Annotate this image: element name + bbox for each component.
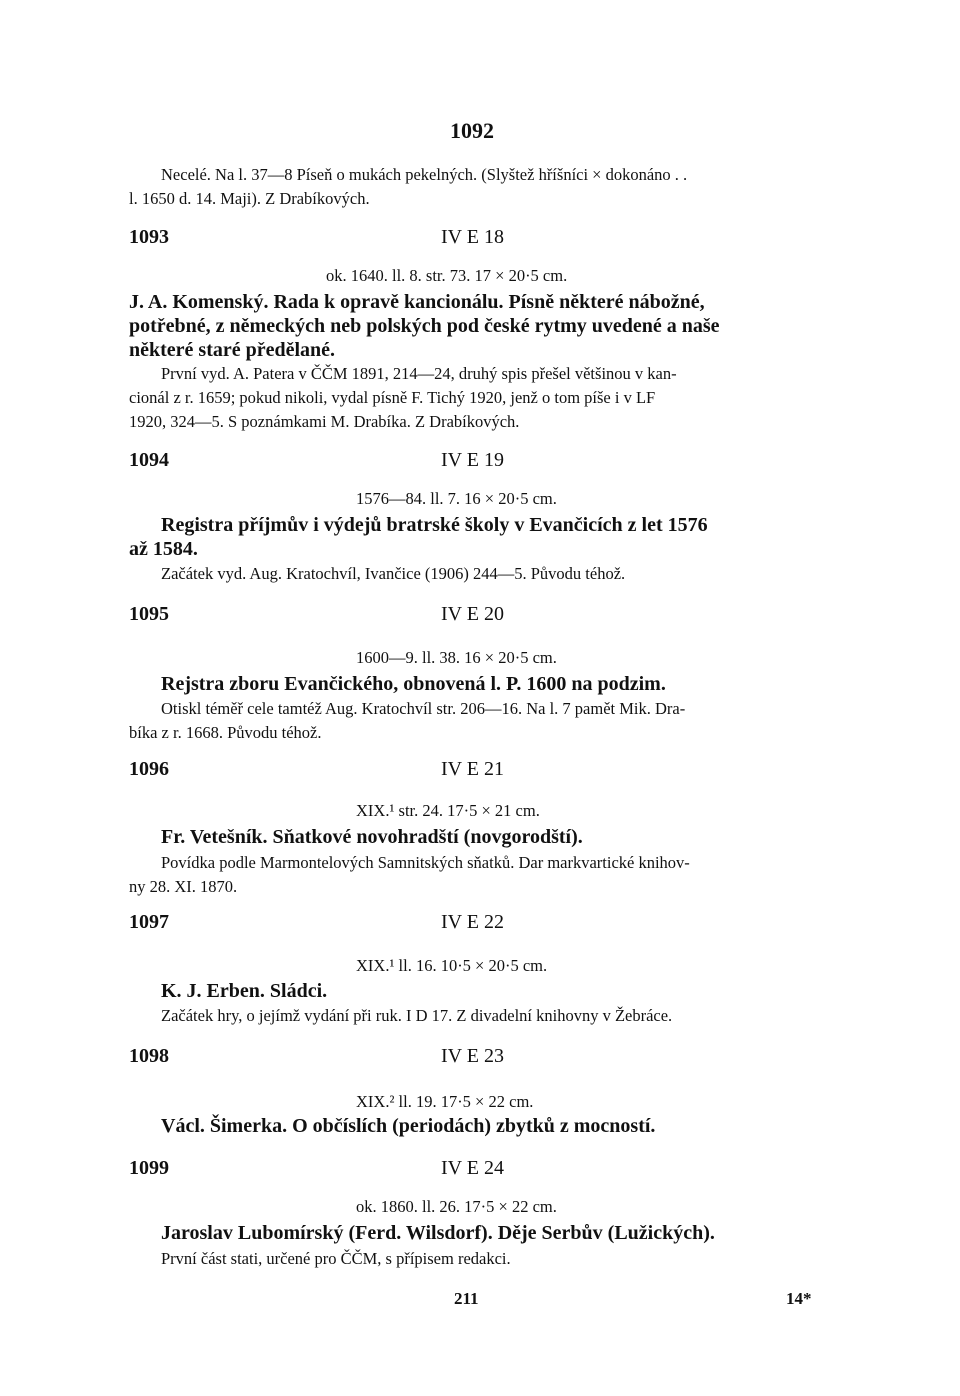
entry-note-line: 1920, 324—5. S poznámkami M. Drabíka. Z Drabíkových. (129, 412, 520, 431)
entry-title-line: Rejstra zboru Evančického, obnovená l. P. 1600 na podzim. (161, 673, 666, 695)
entry-number: 1099 (129, 1157, 169, 1179)
entry-note-line: Začátek hry, o jejímž vydání při ruk. I D 17. Z divadelní knihovny v Žebráce. (161, 1006, 673, 1025)
intro-line-1: Necelé. Na l. 37—8 Píseň o mukách pekelných. (Slyštež hříšníci × dokonáno . . (161, 165, 688, 184)
entry-meta: XIX.¹ str. 24. 17·5 × 21 cm. (356, 801, 540, 820)
footer-signature-mark: 14* (786, 1289, 812, 1308)
entry-number: 1097 (129, 911, 169, 933)
entry-title-line: Václ. Šimerka. O občíslích (periodách) zbytků z mocností. (161, 1115, 656, 1137)
entry-note-line: cionál z r. 1659; pokud nikoli, vydal písně F. Tichý 1920, jenž o tom píše i v LF (129, 388, 656, 407)
entry-meta: ok. 1860. ll. 26. 17·5 × 22 cm. (356, 1197, 557, 1216)
entry-meta: XIX.² ll. 19. 17·5 × 22 cm. (356, 1092, 534, 1111)
entry-signature: IV E 24 (441, 1157, 504, 1179)
entry-meta: 1600—9. ll. 38. 16 × 20·5 cm. (356, 648, 557, 667)
entry-signature: IV E 19 (441, 449, 504, 471)
entry-title-line: Registra příjmův i výdejů bratrské školy v Evančicích z let 1576 (161, 514, 708, 536)
entry-signature: IV E 22 (441, 911, 504, 933)
entry-number: 1098 (129, 1045, 169, 1067)
entry-note-line: První část stati, určené pro ČČM, s přípisem redakci. (161, 1249, 511, 1268)
entry-note-line: bíka z r. 1668. Původu téhož. (129, 723, 322, 742)
page-number-top: 1092 (450, 118, 494, 143)
entry-title-line: Fr. Vetešník. Sňatkové novohradští (novgorodští). (161, 826, 583, 848)
entry-signature: IV E 20 (441, 603, 504, 625)
intro-line-2: l. 1650 d. 14. Maji). Z Drabíkových. (129, 189, 370, 208)
entry-title-line: některé staré předělané. (129, 339, 336, 361)
entry-title-line: K. J. Erben. Sládci. (161, 980, 328, 1002)
entry-note-line: Povídka podle Marmontelových Samnitských sňatků. Dar markvartické knihov- (161, 853, 690, 872)
entry-meta: ok. 1640. ll. 8. str. 73. 17 × 20·5 cm. (326, 266, 568, 285)
entry-meta: XIX.¹ ll. 16. 10·5 × 20·5 cm. (356, 956, 548, 975)
entry-note-line: Začátek vyd. Aug. Kratochvíl, Ivančice (1906) 244—5. Původu téhož. (161, 564, 626, 583)
entry-title-line: potřebné, z německých neb polských pod české rytmy uvedené a naše (129, 315, 720, 337)
entry-number: 1093 (129, 226, 169, 248)
entry-title-line: až 1584. (129, 538, 198, 560)
entry-signature: IV E 23 (441, 1045, 504, 1067)
entry-signature: IV E 21 (441, 758, 504, 780)
entry-signature: IV E 18 (441, 226, 504, 248)
entry-note-line: ny 28. XI. 1870. (129, 877, 238, 896)
entry-number: 1094 (129, 449, 169, 471)
footer-page-number: 211 (454, 1289, 479, 1308)
entry-note-line: První vyd. A. Patera v ČČM 1891, 214—24, druhý spis přešel většinou v kan- (161, 364, 677, 383)
entry-number: 1096 (129, 758, 169, 780)
entry-note-line: Otiskl téměř cele tamtéž Aug. Kratochvíl str. 206—16. Na l. 7 pamět Mik. Dra- (161, 699, 686, 718)
entry-title-line: J. A. Komenský. Rada k opravě kancionálu. Písně některé nábožné, (129, 291, 705, 313)
entry-number: 1095 (129, 603, 169, 625)
entry-meta: 1576—84. ll. 7. 16 × 20·5 cm. (356, 489, 557, 508)
entry-title-line: Jaroslav Lubomírský (Ferd. Wilsdorf). Děje Serbův (Lužických). (161, 1222, 715, 1244)
